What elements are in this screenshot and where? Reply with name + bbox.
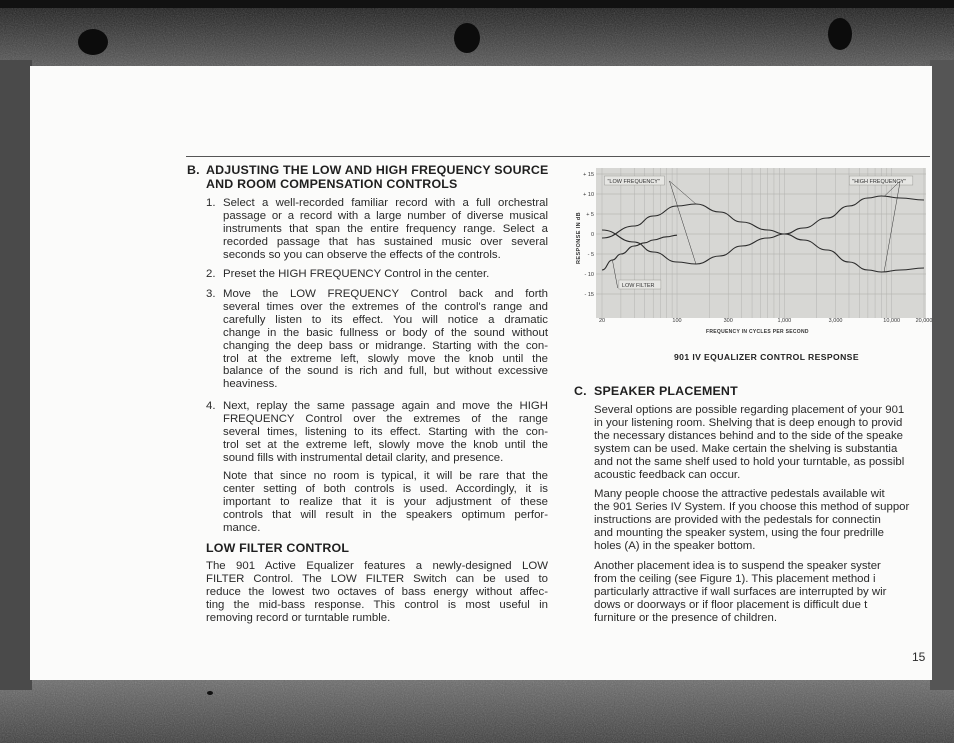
section-b-letter: B.	[187, 163, 200, 177]
figure-caption: 901 IV EQUALIZER CONTROL RESPONSE	[674, 352, 859, 362]
x-tick-label: 1,000	[777, 318, 792, 324]
placement-paragraph-3: Another placement idea is to suspend the speaker syster from the ceiling (see Figure 1). This placement method i particularly attractive if wall surfaces are interrupted by wir dows or doorways or if floor placement is difficult due t furniture or the presence of children.	[594, 560, 887, 624]
placement-paragraph-1: Several options are possible regarding placement of your 901 in your listening room. Shelving that is deep enough to provid the necessary distances behind and to the side of the speake system can be used. Make certain the shelving is substantia and not the same shelf used to hold your turntable, as possibl acoustic feedback can occur.	[594, 404, 905, 481]
y-tick-label: - 15	[584, 292, 594, 298]
x-tick-label: 3,000	[828, 318, 843, 324]
binder-hole	[828, 18, 852, 50]
y-tick-label: - 10	[584, 272, 594, 278]
section-c-letter: C.	[574, 384, 587, 398]
top-rule	[186, 156, 930, 157]
item-number: 3.	[206, 288, 216, 300]
low-filter-heading: LOW FILTER CONTROL	[206, 541, 350, 555]
annotation-label: "LOW FREQUENCY"	[607, 179, 660, 185]
binder-hole	[207, 691, 213, 695]
x-tick-label: 10,000	[883, 318, 901, 324]
x-tick-label: 20,000	[915, 318, 933, 324]
x-axis-label: FREQUENCY IN CYCLES PER SECOND	[706, 329, 809, 335]
annotation-label: LOW FILTER	[621, 283, 655, 289]
x-tick-label: 100	[672, 318, 682, 324]
y-tick-label: - 5	[587, 252, 594, 258]
section-c-heading: SPEAKER PLACEMENT	[594, 384, 738, 398]
item-number: 2.	[206, 268, 216, 280]
item-4-text: Next, replay the same passage again and move the HIGH FREQUENCY Control over the extremes of the range several times, listening to its effect. Starting with the con- trol set at the extreme left, slowly move the knob until the sound fills with instrumental detail clarity, and presence.	[223, 400, 548, 464]
y-tick-label: + 10	[583, 192, 594, 198]
annotation-label: "HIGH FREQUENCY"	[852, 179, 906, 185]
placement-paragraph-2: Many people choose the attractive pedestals available wit the 901 Series IV System. If you choose this method of suppor instructions are provided with the pedestals for connectin and mounting the speaker system, using the four predrille holes (A) in the speaker bottom.	[594, 488, 910, 552]
y-axis-label: RESPONSE IN dB	[576, 211, 582, 264]
note-paragraph: Note that since no room is typical, it will be rare that the center setting of both controls is used. Accordingly, it is important to realize that it is your adjustment of these controls that will result in the speakers optimum perfor- mance.	[223, 470, 548, 534]
y-tick-label: + 5	[586, 212, 594, 218]
x-tick-label: 300	[723, 318, 733, 324]
item-3-text: Move the LOW FREQUENCY Control back and forth several times over the extremes of the control's range and carefully listen to its effect. You will notice a dramatic change in the basic fullness or body of the sound without changing the deep bass or midrange. Starting with the con- trol at the extreme left, slowly move the knob until the balance of the sound is rich and full, but without excessive heaviness.	[223, 288, 548, 391]
low-filter-text: The 901 Active Equalizer features a newly-designed LOW FILTER Control. The LOW FILTER Switch can be used to reduce the lowest two octaves of bass energy without affec- ting the mid-bass response. This control is most useful in removing record or turntable rumble.	[206, 560, 548, 624]
binder-hole	[454, 23, 480, 53]
equalizer-response-chart	[566, 164, 934, 326]
x-tick-label: 20	[598, 318, 606, 324]
item-number: 1.	[206, 197, 216, 209]
section-b-heading-line2: AND ROOM COMPENSATION CONTROLS	[206, 177, 458, 191]
item-2-text: Preset the HIGH FREQUENCY Control in the center.	[223, 268, 490, 280]
binder-hole	[78, 29, 108, 55]
item-number: 4.	[206, 400, 216, 412]
item-1-text: Select a well-recorded familiar record with a full orchestral passage or a record with a large number of diverse musical instruments that span the entire frequency range. Select a recorded passage that has sustained music over several seconds so you can observe the effects of the controls.	[223, 197, 548, 261]
page-number: 15	[912, 650, 926, 664]
y-tick-label: + 15	[583, 172, 594, 178]
y-tick-label: 0	[590, 232, 594, 238]
section-b-heading-line1: ADJUSTING THE LOW AND HIGH FREQUENCY SOURCE	[206, 163, 549, 177]
